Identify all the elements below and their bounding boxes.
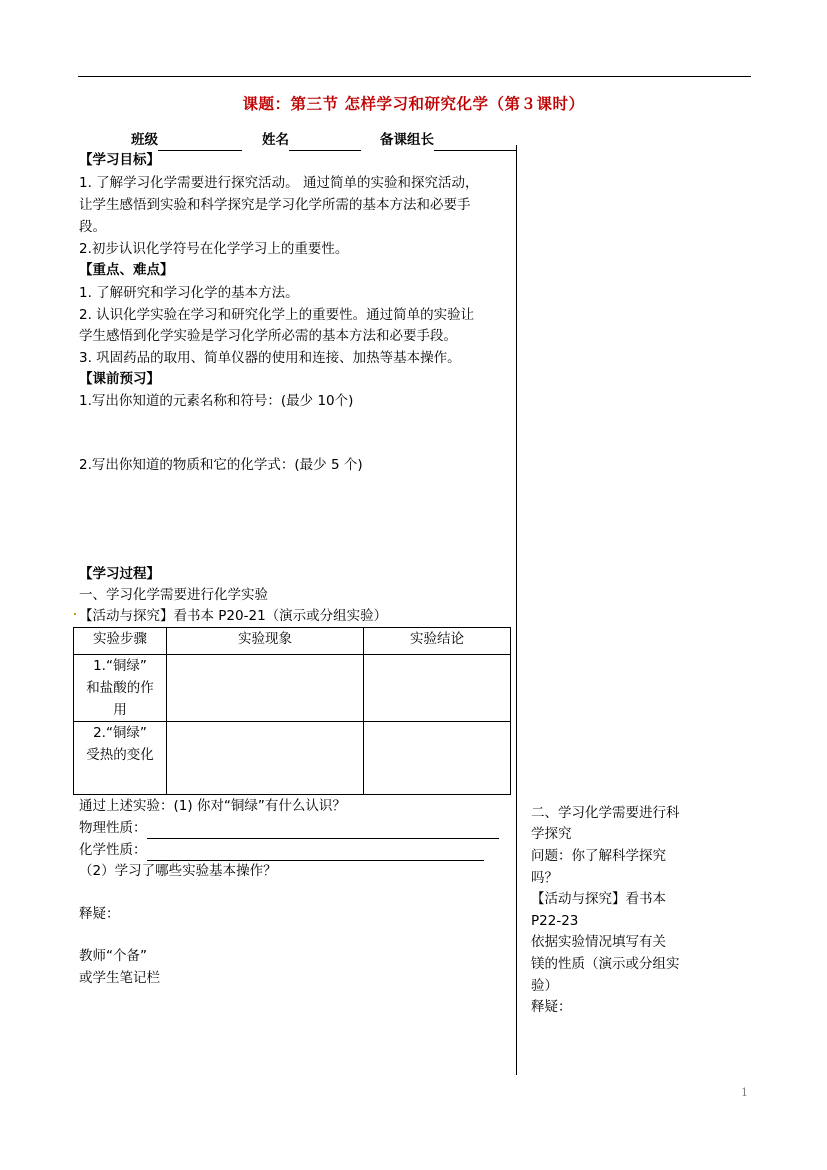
observation-cell[interactable]: [167, 722, 364, 795]
step-text: 2.“铜绿”: [93, 725, 147, 741]
goals-line: 让学生感悟到实验和科学探究是学习化学所需的基本方法和必要手: [79, 197, 471, 213]
chemical-label: 化学性质：: [79, 842, 147, 858]
right-line: 二、学习化学需要进行科: [531, 805, 680, 821]
step-text: 受热的变化: [86, 747, 154, 763]
observation-cell[interactable]: [167, 655, 364, 722]
right-line: 镁的性质（演示或分组实: [531, 956, 680, 972]
table-step-cell: [74, 722, 167, 795]
leader-field: [380, 129, 516, 151]
column-divider: [516, 145, 517, 1075]
step-text: 和盐酸的作: [86, 680, 154, 696]
leader-blank[interactable]: [434, 134, 516, 151]
goals-line: 1. 了解学习化学需要进行探究活动。 通过简单的实验和探究活动，: [79, 175, 479, 191]
right-line: 依据实验情况填写有关: [531, 934, 666, 950]
table-step-cell: [74, 655, 167, 722]
right-line: 验）: [531, 978, 558, 994]
table-header: 实验现象: [167, 628, 364, 655]
goals-heading: 【学习目标】: [79, 152, 160, 168]
right-line: 吗？: [531, 870, 558, 886]
preview-heading: 【课前预习】: [79, 371, 160, 387]
name-blank[interactable]: [289, 134, 361, 151]
right-line: 释疑：: [531, 999, 572, 1015]
page-title: 课题：第三节 怎样学习和研究化学（第３课时）: [242, 95, 585, 113]
right-line: 问题：你了解科学探究: [531, 848, 666, 864]
keypoints-line: 2. 认识化学实验在学习和研究化学上的重要性。通过简单的实验让: [79, 307, 475, 323]
keypoints-line: 3. 巩固药品的取用、简单仪器的使用和连接、加热等基本操作。: [79, 350, 461, 366]
goals-line: 2.初步认识化学符号在化学学习上的重要性。: [79, 241, 349, 257]
class-blank[interactable]: [158, 134, 242, 151]
notes-label: 教师“个备”: [79, 948, 147, 964]
process-heading: 【学习过程】: [79, 566, 160, 582]
preview-q2: 2.写出你知道的物质和它的化学式：(最少 5 个): [79, 457, 363, 473]
mark-dot: [74, 613, 76, 615]
conclusion-cell[interactable]: [364, 722, 511, 795]
step-text: 1.“铜绿”: [93, 658, 147, 674]
keypoints-line: 1. 了解研究和学习化学的基本方法。: [79, 285, 299, 301]
physical-field: [79, 817, 499, 839]
step-text: 用: [113, 702, 127, 718]
physical-blank[interactable]: [147, 823, 499, 839]
activity-line: 【活动与探究】看书本 P20-21（演示或分组实验）: [79, 608, 388, 624]
operations-question: （2）学习了哪些实验基本操作？: [79, 863, 277, 879]
table-row: [74, 722, 511, 795]
name-field: [262, 129, 361, 151]
notes-label: 或学生笔记栏: [79, 970, 160, 986]
name-label: 姓名: [262, 132, 289, 148]
physical-label: 物理性质：: [79, 820, 147, 836]
experiment-table: [73, 627, 511, 795]
after-question: 通过上述实验：(1) 你对“铜绿”有什么认识？: [79, 798, 346, 814]
table-header: 实验结论: [364, 628, 511, 655]
page-number: 1: [741, 1086, 748, 1099]
conclusion-cell[interactable]: [364, 655, 511, 722]
class-field: [131, 129, 242, 151]
header-rule: [78, 76, 751, 77]
goals-line: 段。: [79, 219, 106, 235]
right-line: 【活动与探究】看书本: [531, 891, 666, 907]
right-line: 学探究: [531, 826, 572, 842]
doubt-label: 释疑：: [79, 906, 120, 922]
table-header: 实验步骤: [74, 628, 167, 655]
table-row: [74, 655, 511, 722]
chemical-field: [79, 839, 484, 861]
leader-label: 备课组长: [380, 132, 434, 148]
keypoints-heading: 【重点、难点】: [79, 262, 174, 278]
keypoints-line: 学生感悟到化学实验是学习化学所必需的基本方法和必要手段。: [79, 328, 457, 344]
chemical-blank[interactable]: [147, 845, 484, 861]
right-line: P22-23: [531, 913, 579, 929]
section-1-title: 一、学习化学需要进行化学实验: [79, 587, 268, 603]
class-label: 班级: [131, 132, 158, 148]
preview-q1: 1.写出你知道的元素名称和符号：(最少 10个): [79, 393, 354, 409]
